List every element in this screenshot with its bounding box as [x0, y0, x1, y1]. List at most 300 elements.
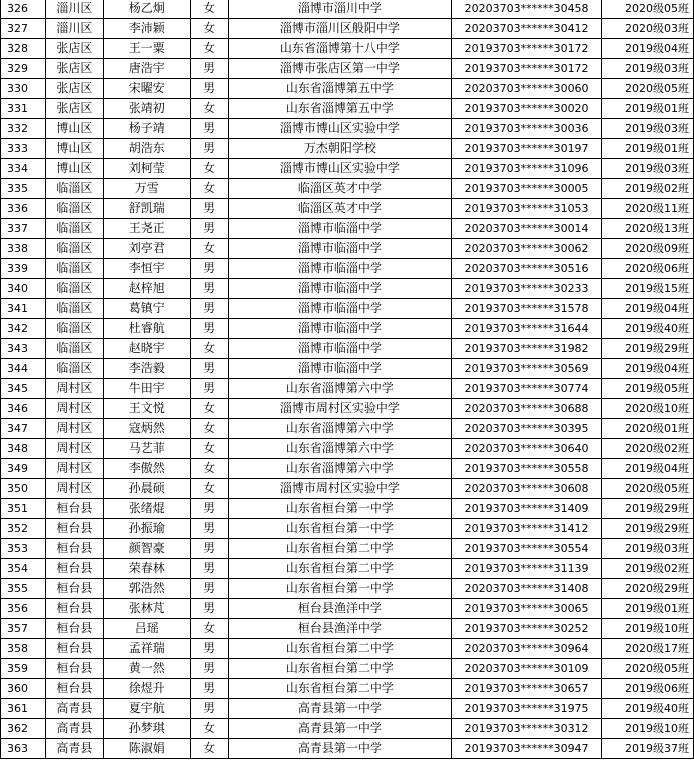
school-cell: 淄博市博山区实验中学: [228, 159, 452, 179]
school-cell: 淄博市博山区实验中学: [228, 119, 452, 139]
table-row: [1, 299, 694, 319]
class-cell: 2019级03班: [602, 59, 694, 79]
gender-cell: 男: [190, 579, 228, 599]
table-row: [1, 499, 694, 519]
school-cell: 淄博市临淄中学: [228, 299, 452, 319]
gender-cell: 男: [190, 319, 228, 339]
class-cell: 2020级05班: [602, 79, 694, 99]
row-number-cell: 356: [1, 599, 46, 619]
name-cell: 杜睿航: [103, 319, 190, 339]
gender-cell: 男: [190, 299, 228, 319]
student-id-cell: 20193703******30657: [452, 679, 602, 699]
district-cell: 临淄区: [45, 219, 103, 239]
student-id-cell: 20203703******31408: [452, 579, 602, 599]
district-cell: 周村区: [45, 459, 103, 479]
table-row: [1, 219, 694, 239]
row-number-cell: 336: [1, 199, 46, 219]
district-cell: 高青县: [45, 739, 103, 759]
name-cell: 杨子靖: [103, 119, 190, 139]
district-cell: 临淄区: [45, 179, 103, 199]
class-cell: 2019级05班: [602, 379, 694, 399]
district-cell: 桓台县: [45, 519, 103, 539]
row-number-cell: 353: [1, 539, 46, 559]
district-cell: 周村区: [45, 479, 103, 499]
student-id-cell: 20193703******31096: [452, 159, 602, 179]
school-cell: 淄博市临淄中学: [228, 339, 452, 359]
school-cell: 山东省淄博第十八中学: [228, 39, 452, 59]
student-id-cell: 20193703******30233: [452, 279, 602, 299]
row-number-cell: 352: [1, 519, 46, 539]
class-cell: 2019级01班: [602, 99, 694, 119]
student-id-cell: 20193703******31578: [452, 299, 602, 319]
name-cell: 张靖初: [103, 99, 190, 119]
row-number-cell: 335: [1, 179, 46, 199]
gender-cell: 女: [190, 719, 228, 739]
student-id-cell: 20203703******30395: [452, 419, 602, 439]
district-cell: 桓台县: [45, 559, 103, 579]
school-cell: 淄博市张店区第一中学: [228, 59, 452, 79]
class-cell: 2019级04班: [602, 39, 694, 59]
gender-cell: 男: [190, 599, 228, 619]
table-row: [1, 199, 694, 219]
school-cell: 山东省桓台第二中学: [228, 639, 452, 659]
student-id-cell: 20193703******30197: [452, 139, 602, 159]
name-cell: 荣春林: [103, 559, 190, 579]
name-cell: 寇炳然: [103, 419, 190, 439]
table-row: [1, 479, 694, 499]
student-id-cell: 20193703******31409: [452, 499, 602, 519]
row-number-cell: 348: [1, 439, 46, 459]
student-id-cell: 20193703******30947: [452, 739, 602, 759]
table-row: [1, 459, 694, 479]
row-number-cell: 349: [1, 459, 46, 479]
student-id-cell: 20193703******30020: [452, 99, 602, 119]
district-cell: 桓台县: [45, 679, 103, 699]
district-cell: 高青县: [45, 699, 103, 719]
row-number-cell: 351: [1, 499, 46, 519]
gender-cell: 男: [190, 679, 228, 699]
gender-cell: 男: [190, 659, 228, 679]
school-cell: 高青县第一中学: [228, 699, 452, 719]
gender-cell: 女: [190, 459, 228, 479]
school-cell: 淄博市淄川中学: [228, 0, 452, 19]
gender-cell: 男: [190, 519, 228, 539]
class-cell: 2019级01班: [602, 599, 694, 619]
school-cell: 山东省淄博第六中学: [228, 459, 452, 479]
row-number-cell: 339: [1, 259, 46, 279]
class-cell: 2019级40班: [602, 319, 694, 339]
row-number-cell: 361: [1, 699, 46, 719]
class-cell: 2019级01班: [602, 139, 694, 159]
row-number-cell: 344: [1, 359, 46, 379]
school-cell: 高青县第一中学: [228, 739, 452, 759]
row-number-cell: 343: [1, 339, 46, 359]
school-cell: 山东省淄博第六中学: [228, 379, 452, 399]
gender-cell: 男: [190, 699, 228, 719]
district-cell: 高青县: [45, 719, 103, 739]
name-cell: 吕瑶: [103, 619, 190, 639]
class-cell: 2020级06班: [602, 259, 694, 279]
table-row: [1, 139, 694, 159]
gender-cell: 男: [190, 279, 228, 299]
student-id-cell: 20193703******31139: [452, 559, 602, 579]
student-id-cell: 20203703******30608: [452, 479, 602, 499]
district-cell: 临淄区: [45, 279, 103, 299]
district-cell: 淄川区: [45, 19, 103, 39]
table-row: [1, 519, 694, 539]
gender-cell: 男: [190, 199, 228, 219]
gender-cell: 男: [190, 499, 228, 519]
gender-cell: 女: [190, 239, 228, 259]
name-cell: 宋曜安: [103, 79, 190, 99]
student-id-cell: 20193703******30252: [452, 619, 602, 639]
student-id-cell: 20193703******31982: [452, 339, 602, 359]
district-cell: 临淄区: [45, 319, 103, 339]
school-cell: 桓台县渔洋中学: [228, 619, 452, 639]
name-cell: 胡浩东: [103, 139, 190, 159]
row-number-cell: 347: [1, 419, 46, 439]
school-cell: 山东省桓台第二中学: [228, 539, 452, 559]
class-cell: 2019级02班: [602, 179, 694, 199]
student-id-cell: 20193703******30554: [452, 539, 602, 559]
table-row: [1, 379, 694, 399]
class-cell: 2019级04班: [602, 299, 694, 319]
school-cell: 山东省桓台第一中学: [228, 579, 452, 599]
class-cell: 2020级17班: [602, 639, 694, 659]
student-id-cell: 20193703******30005: [452, 179, 602, 199]
gender-cell: 男: [190, 559, 228, 579]
table-row: [1, 579, 694, 599]
row-number-cell: 334: [1, 159, 46, 179]
gender-cell: 女: [190, 99, 228, 119]
row-number-cell: 350: [1, 479, 46, 499]
class-cell: 2019级29班: [602, 499, 694, 519]
gender-cell: 男: [190, 59, 228, 79]
name-cell: 牛田宇: [103, 379, 190, 399]
name-cell: 王文悦: [103, 399, 190, 419]
table-row: [1, 319, 694, 339]
district-cell: 桓台县: [45, 659, 103, 679]
class-cell: 2019级03班: [602, 539, 694, 559]
row-number-cell: 355: [1, 579, 46, 599]
row-number-cell: 331: [1, 99, 46, 119]
student-id-cell: 20193703******30774: [452, 379, 602, 399]
table-row: [1, 619, 694, 639]
class-cell: 2020级05班: [602, 659, 694, 679]
district-cell: 周村区: [45, 439, 103, 459]
student-id-cell: 20203703******30688: [452, 399, 602, 419]
district-cell: 张店区: [45, 79, 103, 99]
school-cell: 山东省桓台第二中学: [228, 679, 452, 699]
table-row: [1, 639, 694, 659]
school-cell: 临淄区英才中学: [228, 179, 452, 199]
name-cell: 颜智豪: [103, 539, 190, 559]
class-cell: 2019级15班: [602, 279, 694, 299]
class-cell: 2019级06班: [602, 679, 694, 699]
gender-cell: 女: [190, 0, 228, 19]
table-row: [1, 99, 694, 119]
gender-cell: 女: [190, 479, 228, 499]
student-id-cell: 20193703******30172: [452, 39, 602, 59]
school-cell: 淄博市临淄中学: [228, 279, 452, 299]
table-row: [1, 0, 694, 19]
row-number-cell: 330: [1, 79, 46, 99]
gender-cell: 男: [190, 539, 228, 559]
class-cell: 2020级13班: [602, 219, 694, 239]
row-number-cell: 358: [1, 639, 46, 659]
district-cell: 临淄区: [45, 259, 103, 279]
district-cell: 博山区: [45, 119, 103, 139]
student-id-cell: 20193703******30312: [452, 719, 602, 739]
name-cell: 刘亭君: [103, 239, 190, 259]
student-id-cell: 20193703******31644: [452, 319, 602, 339]
name-cell: 舒凯瑞: [103, 199, 190, 219]
school-cell: 山东省淄博第六中学: [228, 419, 452, 439]
district-cell: 周村区: [45, 419, 103, 439]
school-cell: 淄博市临淄中学: [228, 259, 452, 279]
row-number-cell: 327: [1, 19, 46, 39]
row-number-cell: 341: [1, 299, 46, 319]
class-cell: 2019级03班: [602, 119, 694, 139]
student-id-cell: 20203703******30516: [452, 259, 602, 279]
class-cell: 2019级10班: [602, 619, 694, 639]
table-row: [1, 339, 694, 359]
district-cell: 张店区: [45, 39, 103, 59]
name-cell: 夏宇航: [103, 699, 190, 719]
gender-cell: 女: [190, 339, 228, 359]
class-cell: 2019级29班: [602, 339, 694, 359]
name-cell: 李恒宇: [103, 259, 190, 279]
class-cell: 2020级02班: [602, 439, 694, 459]
name-cell: 郭浩然: [103, 579, 190, 599]
school-cell: 山东省桓台第一中学: [228, 519, 452, 539]
gender-cell: 男: [190, 259, 228, 279]
district-cell: 张店区: [45, 99, 103, 119]
district-cell: 桓台县: [45, 499, 103, 519]
name-cell: 李沛颖: [103, 19, 190, 39]
student-id-cell: 20193703******31412: [452, 519, 602, 539]
student-id-cell: 20193703******30569: [452, 359, 602, 379]
table-row: [1, 159, 694, 179]
gender-cell: 男: [190, 379, 228, 399]
student-id-cell: 20203703******30640: [452, 439, 602, 459]
district-cell: 桓台县: [45, 579, 103, 599]
gender-cell: 男: [190, 139, 228, 159]
table-row: [1, 739, 694, 759]
name-cell: 徐煜升: [103, 679, 190, 699]
class-cell: 2020级05班: [602, 0, 694, 19]
student-id-cell: 20203703******30412: [452, 19, 602, 39]
school-cell: 山东省淄博第五中学: [228, 99, 452, 119]
row-number-cell: 337: [1, 219, 46, 239]
student-id-cell: 20193703******30172: [452, 59, 602, 79]
table-row: [1, 19, 694, 39]
row-number-cell: 329: [1, 59, 46, 79]
district-cell: 临淄区: [45, 199, 103, 219]
row-number-cell: 333: [1, 139, 46, 159]
district-cell: 博山区: [45, 139, 103, 159]
school-cell: 淄博市临淄中学: [228, 219, 452, 239]
table-row: [1, 659, 694, 679]
table-row: [1, 419, 694, 439]
student-id-cell: 20203703******30964: [452, 639, 602, 659]
row-number-cell: 359: [1, 659, 46, 679]
class-cell: 2019级29班: [602, 519, 694, 539]
table-row: [1, 79, 694, 99]
school-cell: 桓台县渔洋中学: [228, 599, 452, 619]
school-cell: 山东省淄博第五中学: [228, 79, 452, 99]
table-row: [1, 559, 694, 579]
district-cell: 桓台县: [45, 539, 103, 559]
student-id-cell: 20203703******30109: [452, 659, 602, 679]
student-id-cell: 20203703******30458: [452, 0, 602, 19]
student-id-cell: 20203703******30062: [452, 239, 602, 259]
class-cell: 2020级10班: [602, 399, 694, 419]
gender-cell: 女: [190, 39, 228, 59]
gender-cell: 女: [190, 399, 228, 419]
name-cell: 万雪: [103, 179, 190, 199]
student-id-cell: 20193703******30036: [452, 119, 602, 139]
table-row: [1, 439, 694, 459]
row-number-cell: 363: [1, 739, 46, 759]
name-cell: 孟祥瑞: [103, 639, 190, 659]
district-cell: 桓台县: [45, 619, 103, 639]
name-cell: 马艺菲: [103, 439, 190, 459]
name-cell: 李浩毅: [103, 359, 190, 379]
school-cell: 淄博市周村区实验中学: [228, 479, 452, 499]
table-row: [1, 359, 694, 379]
table-row: [1, 119, 694, 139]
row-number-cell: 342: [1, 319, 46, 339]
gender-cell: 女: [190, 439, 228, 459]
row-number-cell: 346: [1, 399, 46, 419]
name-cell: 陈淑娟: [103, 739, 190, 759]
table-row: [1, 399, 694, 419]
student-id-cell: 20193703******30558: [452, 459, 602, 479]
table-row: [1, 179, 694, 199]
table-row: [1, 539, 694, 559]
class-cell: 2020级01班: [602, 419, 694, 439]
school-cell: 高青县第一中学: [228, 719, 452, 739]
school-cell: 淄博市临淄中学: [228, 319, 452, 339]
class-cell: 2020级11班: [602, 199, 694, 219]
name-cell: 刘柯莹: [103, 159, 190, 179]
name-cell: 张林芃: [103, 599, 190, 619]
gender-cell: 女: [190, 739, 228, 759]
row-number-cell: 326: [1, 0, 46, 19]
table-row: [1, 259, 694, 279]
gender-cell: 女: [190, 19, 228, 39]
school-cell: 淄博市临淄中学: [228, 359, 452, 379]
name-cell: 张绪焜: [103, 499, 190, 519]
class-cell: 2019级04班: [602, 459, 694, 479]
name-cell: 王一粟: [103, 39, 190, 59]
row-number-cell: 340: [1, 279, 46, 299]
name-cell: 黄一然: [103, 659, 190, 679]
school-cell: 山东省桓台第二中学: [228, 659, 452, 679]
district-cell: 桓台县: [45, 639, 103, 659]
gender-cell: 女: [190, 419, 228, 439]
school-cell: 淄博市周村区实验中学: [228, 399, 452, 419]
district-cell: 临淄区: [45, 239, 103, 259]
class-cell: 2019级10班: [602, 719, 694, 739]
district-cell: 淄川区: [45, 0, 103, 19]
row-number-cell: 332: [1, 119, 46, 139]
table-row: [1, 719, 694, 739]
table-row: [1, 39, 694, 59]
name-cell: 孙晨硕: [103, 479, 190, 499]
gender-cell: 女: [190, 179, 228, 199]
name-cell: 孙梦琪: [103, 719, 190, 739]
class-cell: 2019级37班: [602, 739, 694, 759]
student-id-cell: 20203703******30060: [452, 79, 602, 99]
row-number-cell: 354: [1, 559, 46, 579]
district-cell: 临淄区: [45, 359, 103, 379]
gender-cell: 男: [190, 359, 228, 379]
class-cell: 2019级40班: [602, 699, 694, 719]
district-cell: 周村区: [45, 379, 103, 399]
gender-cell: 男: [190, 79, 228, 99]
row-number-cell: 328: [1, 39, 46, 59]
row-number-cell: 360: [1, 679, 46, 699]
school-cell: 山东省桓台第一中学: [228, 499, 452, 519]
student-id-cell: 20203703******30014: [452, 219, 602, 239]
school-cell: 万杰朝阳学校: [228, 139, 452, 159]
district-cell: 临淄区: [45, 299, 103, 319]
class-cell: 2020级05班: [602, 479, 694, 499]
name-cell: 孙振瑜: [103, 519, 190, 539]
class-cell: 2019级03班: [602, 159, 694, 179]
name-cell: 葛镇宁: [103, 299, 190, 319]
name-cell: 赵晓宇: [103, 339, 190, 359]
district-cell: 张店区: [45, 59, 103, 79]
school-cell: 山东省桓台第二中学: [228, 559, 452, 579]
name-cell: 杨乙炯: [103, 0, 190, 19]
table-row: [1, 59, 694, 79]
row-number-cell: 362: [1, 719, 46, 739]
table-row: [1, 599, 694, 619]
class-cell: 2019级04班: [602, 359, 694, 379]
class-cell: 2019级02班: [602, 559, 694, 579]
class-cell: 2020级29班: [602, 579, 694, 599]
gender-cell: 男: [190, 119, 228, 139]
gender-cell: 女: [190, 159, 228, 179]
student-id-cell: 20193703******31975: [452, 699, 602, 719]
row-number-cell: 357: [1, 619, 46, 639]
table-row: [1, 279, 694, 299]
name-cell: 王尧正: [103, 219, 190, 239]
school-cell: 淄博市临淄中学: [228, 239, 452, 259]
name-cell: 唐浩宇: [103, 59, 190, 79]
row-number-cell: 345: [1, 379, 46, 399]
row-number-cell: 338: [1, 239, 46, 259]
student-id-cell: 20193703******30065: [452, 599, 602, 619]
table-row: [1, 699, 694, 719]
school-cell: 临淄区英才中学: [228, 199, 452, 219]
gender-cell: 男: [190, 639, 228, 659]
district-cell: 桓台县: [45, 599, 103, 619]
table-row: [1, 679, 694, 699]
district-cell: 周村区: [45, 399, 103, 419]
table-body: [1, 0, 694, 759]
district-cell: 临淄区: [45, 339, 103, 359]
class-cell: 2020级03班: [602, 19, 694, 39]
table-row: [1, 239, 694, 259]
name-cell: 李傲然: [103, 459, 190, 479]
student-id-cell: 20193703******31053: [452, 199, 602, 219]
school-cell: 山东省淄博第六中学: [228, 439, 452, 459]
name-cell: 赵梓旭: [103, 279, 190, 299]
